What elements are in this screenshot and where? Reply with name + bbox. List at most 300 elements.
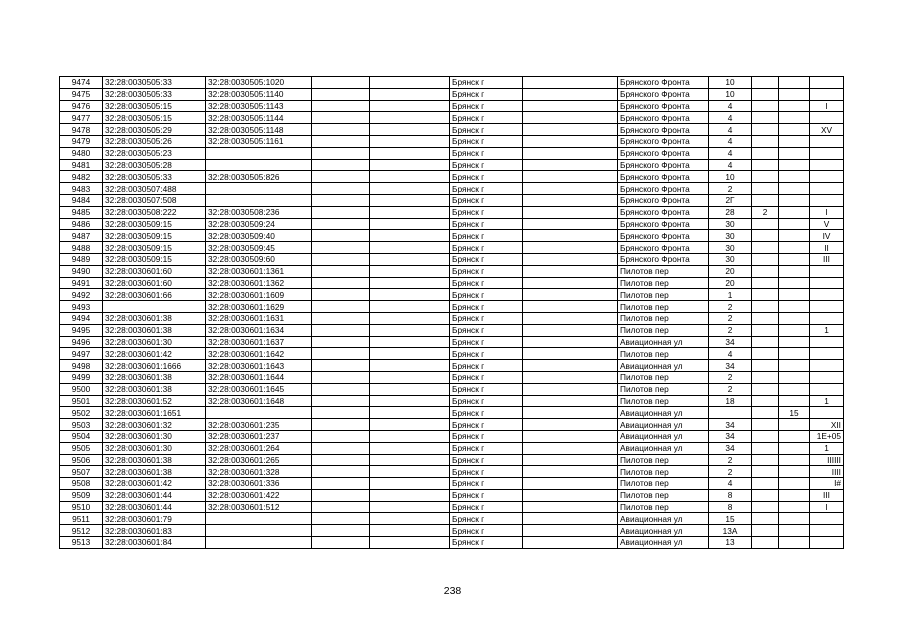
cell-structure-number <box>779 383 810 395</box>
cell-parcel-cadastral-number: 32:28:0030601:38 <box>103 371 206 383</box>
cell-building-number <box>752 242 779 254</box>
cell-house-number: 4 <box>709 348 752 360</box>
cell-parcel-cadastral-number: 32:28:0030505:33 <box>103 171 206 183</box>
cell-extra-col-3 <box>523 312 618 324</box>
cell-extra-col-3 <box>523 466 618 478</box>
cell-locality: Брянск г <box>450 100 523 112</box>
cell-house-number: 2 <box>709 454 752 466</box>
cell-parcel-cadastral-number: 32:28:0030601:60 <box>103 277 206 289</box>
cell-locality: Брянск г <box>450 183 523 195</box>
table-row <box>60 124 844 136</box>
cell-unit-number <box>810 383 844 395</box>
cell-parcel-cadastral-number: 32:28:0030505:15 <box>103 112 206 124</box>
cell-building-cadastral-number: 32:28:0030509:40 <box>206 230 312 242</box>
table-row <box>60 265 844 277</box>
cell-unit-number <box>810 77 844 89</box>
cell-extra-col-3 <box>523 100 618 112</box>
cell-parcel-cadastral-number: 32:28:0030505:26 <box>103 135 206 147</box>
cell-extra-col-2 <box>370 253 450 265</box>
table-row <box>60 100 844 112</box>
cell-street: Брянского Фронта <box>618 171 709 183</box>
cell-locality: Брянск г <box>450 301 523 313</box>
cell-locality: Брянск г <box>450 77 523 89</box>
cell-row-number: 9475 <box>60 88 103 100</box>
cell-extra-col-2 <box>370 183 450 195</box>
cell-building-number <box>752 301 779 313</box>
cell-building-cadastral-number: 32:28:0030601:1361 <box>206 265 312 277</box>
cell-extra-col-3 <box>523 501 618 513</box>
cell-street: Брянского Фронта <box>618 242 709 254</box>
table-body <box>60 77 844 549</box>
cell-building-cadastral-number: 32:28:0030509:60 <box>206 253 312 265</box>
cell-extra-col-1 <box>312 124 370 136</box>
cell-row-number: 9496 <box>60 336 103 348</box>
cell-building-number <box>752 383 779 395</box>
cell-building-cadastral-number: 32:28:0030505:1143 <box>206 100 312 112</box>
cell-parcel-cadastral-number: 32:28:0030601:38 <box>103 454 206 466</box>
cell-house-number: 30 <box>709 230 752 242</box>
cell-row-number: 9513 <box>60 537 103 549</box>
cell-parcel-cadastral-number: 32:28:0030601:38 <box>103 383 206 395</box>
cell-parcel-cadastral-number: 32:28:0030601:79 <box>103 513 206 525</box>
cell-extra-col-3 <box>523 336 618 348</box>
cell-building-cadastral-number: 32:28:0030601:1629 <box>206 301 312 313</box>
table-row <box>60 383 844 395</box>
cell-extra-col-3 <box>523 537 618 549</box>
cell-locality: Брянск г <box>450 537 523 549</box>
cell-structure-number <box>779 277 810 289</box>
cell-house-number: 8 <box>709 501 752 513</box>
cell-building-cadastral-number: 32:28:0030508:236 <box>206 206 312 218</box>
table-row <box>60 371 844 383</box>
cell-extra-col-1 <box>312 513 370 525</box>
table-row <box>60 194 844 206</box>
table-row <box>60 312 844 324</box>
cell-extra-col-2 <box>370 265 450 277</box>
cell-extra-col-3 <box>523 525 618 537</box>
cell-unit-number: 1 <box>810 442 844 454</box>
cell-house-number: 4 <box>709 124 752 136</box>
cell-street: Брянского Фронта <box>618 88 709 100</box>
cell-unit-number <box>810 265 844 277</box>
table-row <box>60 513 844 525</box>
cell-street: Брянского Фронта <box>618 124 709 136</box>
cell-extra-col-1 <box>312 537 370 549</box>
cell-extra-col-3 <box>523 253 618 265</box>
cell-extra-col-1 <box>312 312 370 324</box>
cell-building-number <box>752 371 779 383</box>
cell-unit-number: III <box>810 253 844 265</box>
cell-extra-col-1 <box>312 77 370 89</box>
cell-structure-number <box>779 183 810 195</box>
cell-extra-col-1 <box>312 407 370 419</box>
page-number: 238 <box>443 585 462 597</box>
cell-extra-col-3 <box>523 442 618 454</box>
cell-unit-number <box>810 135 844 147</box>
cell-extra-col-2 <box>370 336 450 348</box>
cell-unit-number <box>810 289 844 301</box>
cell-unit-number <box>810 88 844 100</box>
cell-locality: Брянск г <box>450 324 523 336</box>
cell-row-number: 9505 <box>60 442 103 454</box>
cell-house-number: 13 <box>709 537 752 549</box>
cell-row-number: 9506 <box>60 454 103 466</box>
cell-extra-col-2 <box>370 88 450 100</box>
cell-locality: Брянск г <box>450 230 523 242</box>
cell-house-number: 8 <box>709 489 752 501</box>
cell-parcel-cadastral-number: 32:28:0030505:23 <box>103 147 206 159</box>
cell-street: Брянского Фронта <box>618 253 709 265</box>
cell-locality: Брянск г <box>450 395 523 407</box>
cell-extra-col-2 <box>370 442 450 454</box>
cell-street: Брянского Фронта <box>618 135 709 147</box>
cell-extra-col-2 <box>370 194 450 206</box>
cell-parcel-cadastral-number: 32:28:0030601:84 <box>103 537 206 549</box>
cell-building-number <box>752 489 779 501</box>
cell-row-number: 9474 <box>60 77 103 89</box>
cell-row-number: 9486 <box>60 218 103 230</box>
cell-house-number: 2 <box>709 324 752 336</box>
cell-unit-number <box>810 407 844 419</box>
cell-extra-col-3 <box>523 383 618 395</box>
cell-structure-number <box>779 218 810 230</box>
cell-parcel-cadastral-number: 32:28:0030601:30 <box>103 442 206 454</box>
cell-building-cadastral-number: 32:28:0030505:1148 <box>206 124 312 136</box>
cell-parcel-cadastral-number: 32:28:0030601:30 <box>103 430 206 442</box>
cell-structure-number <box>779 88 810 100</box>
cell-extra-col-2 <box>370 242 450 254</box>
cell-building-cadastral-number: 32:28:0030505:1140 <box>206 88 312 100</box>
cell-building-cadastral-number: 32:28:0030505:1144 <box>206 112 312 124</box>
cell-locality: Брянск г <box>450 478 523 490</box>
table-row <box>60 489 844 501</box>
cell-street: Брянского Фронта <box>618 218 709 230</box>
cell-extra-col-2 <box>370 135 450 147</box>
cell-locality: Брянск г <box>450 277 523 289</box>
cell-building-cadastral-number <box>206 537 312 549</box>
cell-extra-col-3 <box>523 135 618 147</box>
table-row <box>60 301 844 313</box>
cell-house-number: 4 <box>709 478 752 490</box>
cell-locality: Брянск г <box>450 348 523 360</box>
table-row <box>60 277 844 289</box>
table-row <box>60 442 844 454</box>
table-row <box>60 348 844 360</box>
cell-parcel-cadastral-number: 32:28:0030509:15 <box>103 242 206 254</box>
cell-parcel-cadastral-number: 32:28:0030601:44 <box>103 489 206 501</box>
cell-building-cadastral-number: 32:28:0030601:1362 <box>206 277 312 289</box>
cell-building-number <box>752 124 779 136</box>
cell-building-number <box>752 466 779 478</box>
cell-parcel-cadastral-number: 32:28:0030601:42 <box>103 478 206 490</box>
cell-street: Брянского Фронта <box>618 112 709 124</box>
cell-house-number: 30 <box>709 218 752 230</box>
cell-building-number <box>752 324 779 336</box>
cell-street: Пилотов пер <box>618 277 709 289</box>
cell-structure-number <box>779 171 810 183</box>
cell-extra-col-1 <box>312 289 370 301</box>
cell-extra-col-3 <box>523 77 618 89</box>
cell-building-number <box>752 454 779 466</box>
cell-extra-col-2 <box>370 124 450 136</box>
cell-extra-col-1 <box>312 147 370 159</box>
cell-locality: Брянск г <box>450 525 523 537</box>
cell-extra-col-3 <box>523 395 618 407</box>
cell-extra-col-2 <box>370 312 450 324</box>
table-row <box>60 230 844 242</box>
cell-row-number: 9478 <box>60 124 103 136</box>
cell-locality: Брянск г <box>450 194 523 206</box>
cell-extra-col-3 <box>523 277 618 289</box>
cell-parcel-cadastral-number: 32:28:0030601:32 <box>103 419 206 431</box>
cell-building-number <box>752 442 779 454</box>
table-row <box>60 112 844 124</box>
cell-house-number: 34 <box>709 360 752 372</box>
cell-house-number: 4 <box>709 112 752 124</box>
cell-extra-col-1 <box>312 301 370 313</box>
cell-row-number: 9498 <box>60 360 103 372</box>
cell-unit-number: II <box>810 242 844 254</box>
cell-unit-number <box>810 183 844 195</box>
cell-unit-number: I <box>810 100 844 112</box>
cell-extra-col-1 <box>312 360 370 372</box>
cell-extra-col-3 <box>523 371 618 383</box>
cell-parcel-cadastral-number: 32:28:0030601:42 <box>103 348 206 360</box>
cell-parcel-cadastral-number: 32:28:0030505:29 <box>103 124 206 136</box>
cell-row-number: 9497 <box>60 348 103 360</box>
cell-parcel-cadastral-number: 32:28:0030505:33 <box>103 77 206 89</box>
cell-house-number: 10 <box>709 171 752 183</box>
cell-extra-col-3 <box>523 88 618 100</box>
cell-unit-number: IV <box>810 230 844 242</box>
cell-extra-col-3 <box>523 289 618 301</box>
cell-extra-col-2 <box>370 171 450 183</box>
cell-building-number <box>752 112 779 124</box>
cell-locality: Брянск г <box>450 253 523 265</box>
cell-extra-col-1 <box>312 242 370 254</box>
cell-locality: Брянск г <box>450 242 523 254</box>
cell-street: Брянского Фронта <box>618 206 709 218</box>
table-row <box>60 88 844 100</box>
cell-house-number: 4 <box>709 159 752 171</box>
cell-row-number: 9492 <box>60 289 103 301</box>
cell-row-number: 9493 <box>60 301 103 313</box>
cell-structure-number <box>779 112 810 124</box>
cell-house-number: 30 <box>709 253 752 265</box>
cell-structure-number <box>779 466 810 478</box>
cell-extra-col-3 <box>523 124 618 136</box>
cell-street: Пилотов пер <box>618 301 709 313</box>
cell-parcel-cadastral-number <box>103 301 206 313</box>
cell-street: Пилотов пер <box>618 289 709 301</box>
cell-structure-number <box>779 537 810 549</box>
cell-extra-col-1 <box>312 171 370 183</box>
cell-locality: Брянск г <box>450 466 523 478</box>
cell-parcel-cadastral-number: 32:28:0030601:44 <box>103 501 206 513</box>
cell-structure-number <box>779 513 810 525</box>
cell-structure-number <box>779 312 810 324</box>
cell-building-cadastral-number: 32:28:0030601:1634 <box>206 324 312 336</box>
cell-extra-col-1 <box>312 100 370 112</box>
cell-extra-col-1 <box>312 348 370 360</box>
cell-house-number: 2 <box>709 371 752 383</box>
cell-unit-number: I <box>810 501 844 513</box>
cell-extra-col-3 <box>523 265 618 277</box>
cell-extra-col-1 <box>312 478 370 490</box>
cell-building-number <box>752 430 779 442</box>
cell-unit-number <box>810 348 844 360</box>
cell-locality: Брянск г <box>450 312 523 324</box>
cell-unit-number <box>810 360 844 372</box>
cell-extra-col-2 <box>370 206 450 218</box>
cell-row-number: 9480 <box>60 147 103 159</box>
cell-house-number: 34 <box>709 336 752 348</box>
cell-unit-number: XII <box>810 419 844 431</box>
cell-locality: Брянск г <box>450 442 523 454</box>
table-row <box>60 419 844 431</box>
table-row <box>60 147 844 159</box>
cell-row-number: 9483 <box>60 183 103 195</box>
cell-row-number: 9508 <box>60 478 103 490</box>
cell-extra-col-1 <box>312 442 370 454</box>
cell-row-number: 9476 <box>60 100 103 112</box>
cell-unit-number: V <box>810 218 844 230</box>
cell-street: Пилотов пер <box>618 371 709 383</box>
cell-parcel-cadastral-number: 32:28:0030601:1651 <box>103 407 206 419</box>
cell-building-number <box>752 537 779 549</box>
cell-extra-col-1 <box>312 419 370 431</box>
cell-house-number: 28 <box>709 206 752 218</box>
cell-building-cadastral-number <box>206 407 312 419</box>
cell-house-number: 20 <box>709 265 752 277</box>
cell-extra-col-2 <box>370 301 450 313</box>
cell-street: Пилотов пер <box>618 348 709 360</box>
cell-locality: Брянск г <box>450 430 523 442</box>
cell-row-number: 9499 <box>60 371 103 383</box>
cell-building-cadastral-number: 32:28:0030601:1609 <box>206 289 312 301</box>
cell-building-number <box>752 183 779 195</box>
cell-row-number: 9504 <box>60 430 103 442</box>
cell-parcel-cadastral-number: 32:28:0030505:33 <box>103 88 206 100</box>
cell-extra-col-3 <box>523 360 618 372</box>
cell-structure-number <box>779 336 810 348</box>
cell-building-number <box>752 336 779 348</box>
cell-extra-col-2 <box>370 501 450 513</box>
cell-extra-col-3 <box>523 489 618 501</box>
cell-street: Пилотов пер <box>618 478 709 490</box>
cell-street: Пилотов пер <box>618 501 709 513</box>
cell-extra-col-1 <box>312 183 370 195</box>
cell-locality: Брянск г <box>450 336 523 348</box>
cell-structure-number <box>779 489 810 501</box>
cell-extra-col-2 <box>370 525 450 537</box>
cell-house-number: 30 <box>709 242 752 254</box>
cell-unit-number: III <box>810 489 844 501</box>
table-row <box>60 289 844 301</box>
cell-house-number: 34 <box>709 430 752 442</box>
cell-extra-col-1 <box>312 501 370 513</box>
cell-parcel-cadastral-number: 32:28:0030601:38 <box>103 312 206 324</box>
cell-building-cadastral-number: 32:28:0030601:512 <box>206 501 312 513</box>
cell-extra-col-2 <box>370 371 450 383</box>
cell-street: Авиационная ул <box>618 430 709 442</box>
cell-structure-number <box>779 147 810 159</box>
cell-row-number: 9485 <box>60 206 103 218</box>
cell-building-number <box>752 171 779 183</box>
cell-street: Авиационная ул <box>618 419 709 431</box>
cell-locality: Брянск г <box>450 489 523 501</box>
cell-extra-col-1 <box>312 230 370 242</box>
cell-structure-number <box>779 430 810 442</box>
cell-row-number: 9477 <box>60 112 103 124</box>
cell-row-number: 9512 <box>60 525 103 537</box>
cell-extra-col-3 <box>523 513 618 525</box>
cell-extra-col-1 <box>312 395 370 407</box>
cell-building-cadastral-number <box>206 183 312 195</box>
cadastral-table <box>59 76 844 549</box>
cell-building-cadastral-number <box>206 147 312 159</box>
cell-row-number: 9482 <box>60 171 103 183</box>
cell-parcel-cadastral-number: 32:28:0030601:30 <box>103 336 206 348</box>
cell-structure-number <box>779 301 810 313</box>
cell-parcel-cadastral-number: 32:28:0030601:66 <box>103 289 206 301</box>
cell-street: Пилотов пер <box>618 265 709 277</box>
cell-building-number <box>752 407 779 419</box>
cell-row-number: 9510 <box>60 501 103 513</box>
cell-extra-col-3 <box>523 159 618 171</box>
cell-building-cadastral-number <box>206 194 312 206</box>
cell-extra-col-2 <box>370 489 450 501</box>
cell-house-number: 2Г <box>709 194 752 206</box>
cell-extra-col-1 <box>312 159 370 171</box>
cell-parcel-cadastral-number: 32:28:0030505:28 <box>103 159 206 171</box>
cell-building-cadastral-number <box>206 159 312 171</box>
cell-structure-number <box>779 253 810 265</box>
table-row <box>60 360 844 372</box>
cell-row-number: 9488 <box>60 242 103 254</box>
cell-building-number <box>752 277 779 289</box>
cell-unit-number <box>810 171 844 183</box>
cell-street: Авиационная ул <box>618 537 709 549</box>
cell-street: Брянского Фронта <box>618 77 709 89</box>
cell-row-number: 9500 <box>60 383 103 395</box>
cell-extra-col-3 <box>523 112 618 124</box>
cell-extra-col-1 <box>312 218 370 230</box>
cell-building-number <box>752 88 779 100</box>
cell-building-cadastral-number: 32:28:0030601:1643 <box>206 360 312 372</box>
cell-row-number: 9511 <box>60 513 103 525</box>
cell-locality: Брянск г <box>450 218 523 230</box>
cell-extra-col-1 <box>312 88 370 100</box>
cell-row-number: 9484 <box>60 194 103 206</box>
cell-street: Авиационная ул <box>618 442 709 454</box>
cell-building-cadastral-number: 32:28:0030601:422 <box>206 489 312 501</box>
table-row <box>60 242 844 254</box>
cell-street: Авиационная ул <box>618 407 709 419</box>
cell-locality: Брянск г <box>450 88 523 100</box>
cell-extra-col-2 <box>370 466 450 478</box>
cell-locality: Брянск г <box>450 171 523 183</box>
cell-locality: Брянск г <box>450 135 523 147</box>
cell-building-cadastral-number <box>206 525 312 537</box>
cell-structure-number <box>779 501 810 513</box>
cell-building-number <box>752 147 779 159</box>
cell-parcel-cadastral-number: 32:28:0030507:488 <box>103 183 206 195</box>
cell-house-number: 2 <box>709 183 752 195</box>
cell-extra-col-2 <box>370 383 450 395</box>
cell-extra-col-1 <box>312 265 370 277</box>
cell-parcel-cadastral-number: 32:28:0030601:60 <box>103 265 206 277</box>
